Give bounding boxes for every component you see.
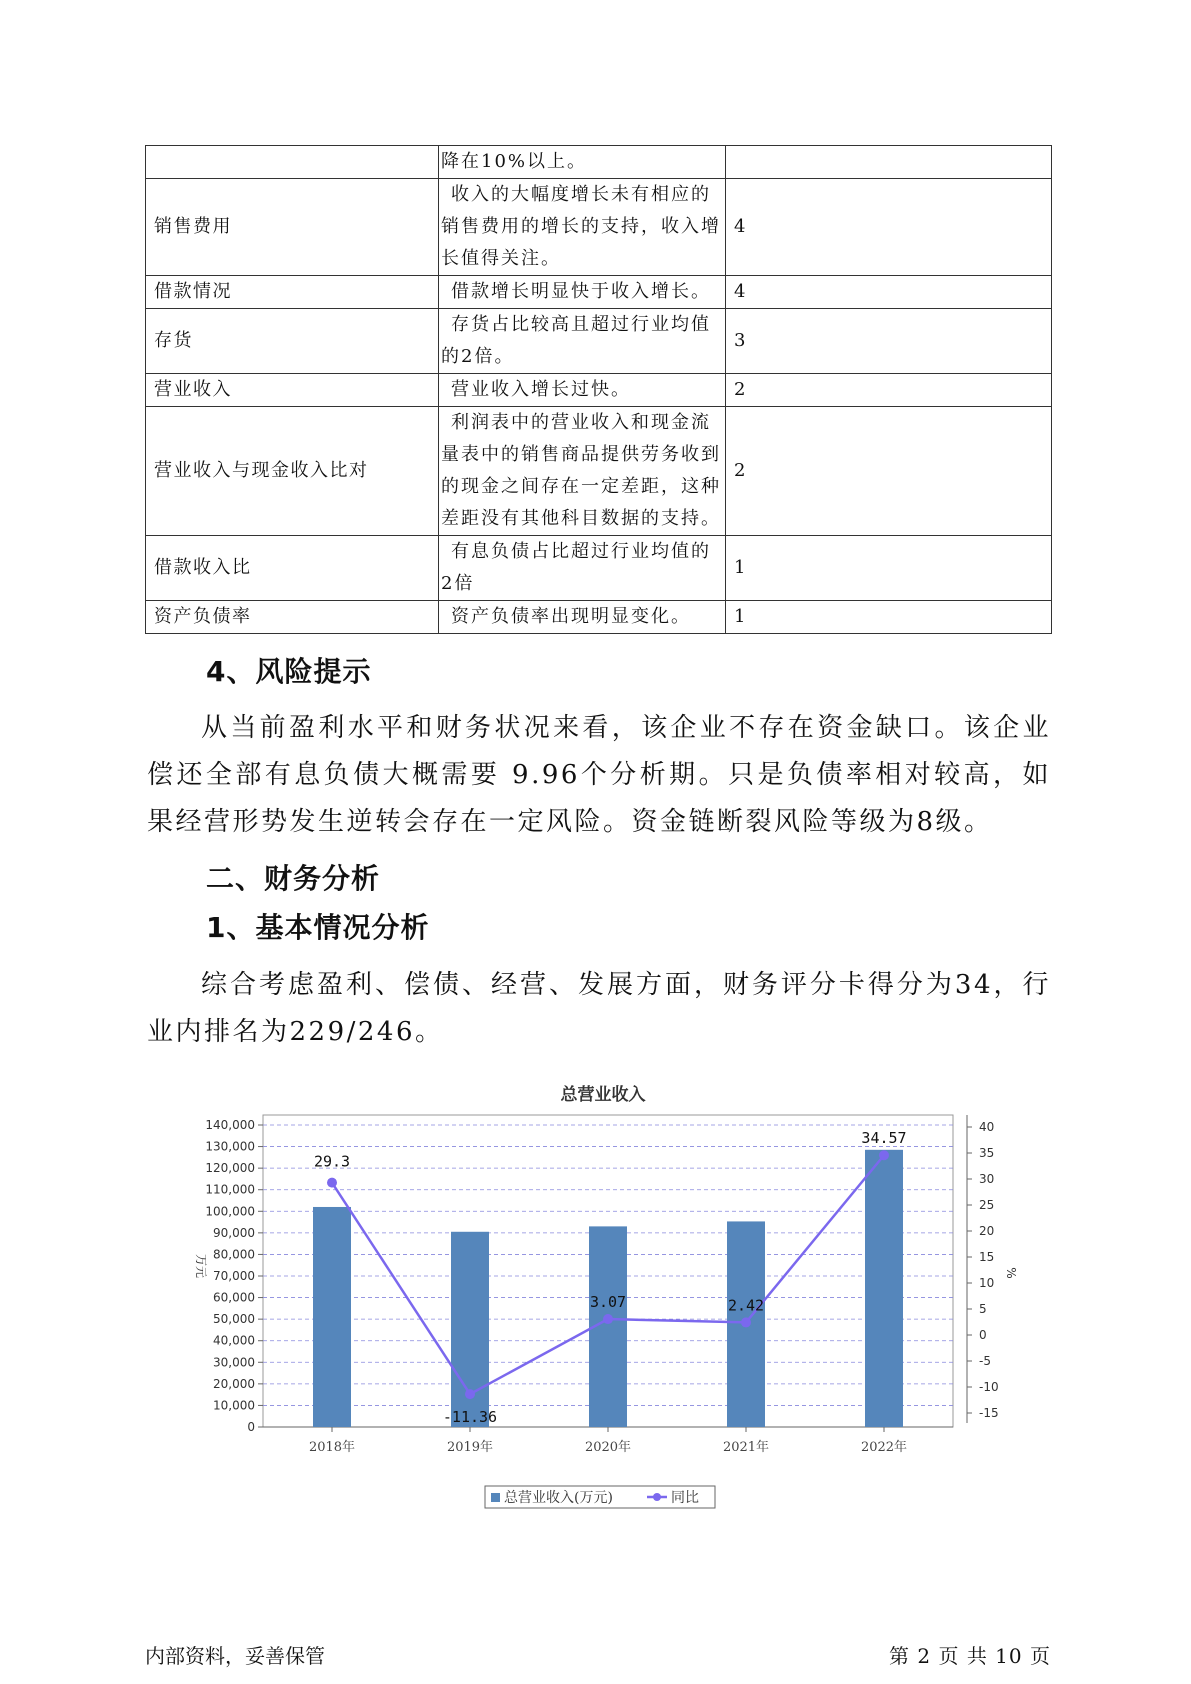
y-tick-label: 10,000 [213, 1398, 255, 1413]
y-tick-label: 50,000 [213, 1312, 255, 1327]
table-cell-score: 1 [726, 601, 1052, 634]
data-label: 3.07 [589, 1293, 627, 1312]
table-cell-item: 营业收入与现金收入比对 [146, 407, 439, 536]
y2-tick-label: 40 [979, 1120, 995, 1134]
table-cell-desc: 资产负债率出现明显变化。 [439, 601, 726, 634]
x-tick-label: 2019年 [446, 1440, 494, 1455]
section-heading-finance: 二、财务分析 [206, 862, 381, 895]
x-tick-label: 2022年 [860, 1440, 908, 1455]
y-tick-label: 40,000 [213, 1333, 255, 1348]
bar [865, 1150, 903, 1427]
legend-swatch-bar [491, 1493, 500, 1502]
line-point [465, 1389, 475, 1399]
line-point [327, 1178, 337, 1188]
y2-tick-label: 15 [979, 1250, 995, 1264]
line-point [741, 1317, 751, 1327]
table-cell-item: 资产负债率 [146, 601, 439, 634]
y-tick-label: 130,000 [205, 1139, 255, 1154]
footer-note: 内部资料，妥善保管 [145, 1644, 325, 1668]
table-cell-score: 4 [726, 179, 1052, 276]
table-cell-score: 2 [726, 407, 1052, 536]
table-row [146, 407, 1052, 536]
table-cell-desc: 有息负债占比超过行业均值的2倍 [439, 536, 726, 601]
y2-tick-label: 10 [979, 1276, 995, 1290]
page-number: 第 2 页 共 10 页 [889, 1644, 1051, 1668]
y2-tick-label: -10 [979, 1380, 999, 1394]
legend-label-bar: 总营业收入(万元) [504, 1490, 613, 1506]
y-tick-label: 110,000 [205, 1182, 255, 1197]
y2-tick-label: 0 [979, 1328, 987, 1342]
table-cell-item [146, 146, 439, 179]
table-cell-desc: 降在10%以上。 [439, 146, 726, 179]
x-tick-label: 2021年 [722, 1440, 770, 1455]
risk-table [145, 145, 1052, 634]
y2-tick-label: -5 [979, 1354, 991, 1368]
table-cell-item: 借款情况 [146, 276, 439, 309]
y2-tick-label: 20 [979, 1224, 995, 1238]
y2-axis-label: % [1004, 1267, 1018, 1279]
sub-heading-basic: 1、基本情况分析 [206, 911, 430, 944]
y2-tick-label: -15 [979, 1406, 999, 1420]
line-point [879, 1150, 889, 1160]
y-tick-label: 80,000 [213, 1247, 255, 1262]
table-row [146, 276, 1052, 309]
table-cell-score [726, 146, 1052, 179]
table-cell-desc: 借款增长明显快于收入增长。 [439, 276, 726, 309]
y2-tick-label: 25 [979, 1198, 995, 1212]
paragraph-risk: 从当前盈利水平和财务状况来看，该企业不存在资金缺口。该企业偿还全部有息负债大概需要 9.96个分析期。只是负债率相对较高，如果经营形势发生逆转会存在一定风险。资金链断裂风险等级为8级。 [147, 713, 1051, 837]
table-cell-score: 2 [726, 374, 1052, 407]
table-row [146, 601, 1052, 634]
y-tick-label: 90,000 [213, 1225, 255, 1240]
table-row [146, 146, 1052, 179]
x-tick-label: 2020年 [584, 1440, 632, 1455]
x-tick-label: 2018年 [308, 1440, 356, 1455]
y-tick-label: 120,000 [205, 1161, 255, 1176]
table-cell-score: 1 [726, 536, 1052, 601]
bar [313, 1207, 351, 1427]
table-cell-item: 销售费用 [146, 179, 439, 276]
table-cell-desc: 利润表中的营业收入和现金流量表中的销售商品提供劳务收到的现金之间存在一定差距，这种差距没有其他科目数据的支持。 [439, 407, 726, 536]
table-cell-desc: 存货占比较高且超过行业均值的2倍。 [439, 309, 726, 374]
y-tick-label: 20,000 [213, 1376, 255, 1391]
table-row [146, 179, 1052, 276]
line-point [603, 1314, 613, 1324]
table-cell-item: 存货 [146, 309, 439, 374]
data-label: -11.36 [442, 1408, 498, 1427]
table-cell-desc: 收入的大幅度增长未有相应的销售费用的增长的支持，收入增长值得关注。 [439, 179, 726, 276]
table-row [146, 309, 1052, 374]
data-label: 2.42 [727, 1296, 765, 1315]
chart-title: 总营业收入 [560, 1085, 646, 1105]
table-cell-desc: 营业收入增长过快。 [439, 374, 726, 407]
y2-tick-label: 5 [979, 1302, 987, 1316]
table-row [146, 536, 1052, 601]
section-heading-risk: 4、风险提示 [206, 655, 372, 688]
table-cell-score: 4 [726, 276, 1052, 309]
y2-tick-label: 30 [979, 1172, 995, 1186]
table-cell-score: 3 [726, 309, 1052, 374]
y-tick-label: 0 [247, 1420, 255, 1434]
y-tick-label: 70,000 [213, 1269, 255, 1283]
y-tick-label: 100,000 [205, 1204, 255, 1219]
y-tick-label: 30,000 [213, 1355, 255, 1370]
y2-tick-label: 35 [979, 1146, 995, 1160]
revenue-chart [175, 1075, 1035, 1545]
table-cell-item: 借款收入比 [146, 536, 439, 601]
y-tick-label: 140,000 [205, 1118, 255, 1132]
data-label: 29.3 [313, 1152, 351, 1171]
legend-label-line: 同比 [671, 1490, 699, 1506]
legend-swatch-marker [653, 1493, 661, 1501]
table-row [146, 374, 1052, 407]
data-label: 34.57 [861, 1129, 907, 1148]
table-cell-item: 营业收入 [146, 374, 439, 407]
y-tick-label: 60,000 [213, 1290, 255, 1305]
y-axis-label: 万元 [194, 1253, 208, 1279]
paragraph-basic: 综合考虑盈利、偿债、经营、发展方面，财务评分卡得分为34，行业内排名为229/246。 [147, 970, 1051, 1047]
